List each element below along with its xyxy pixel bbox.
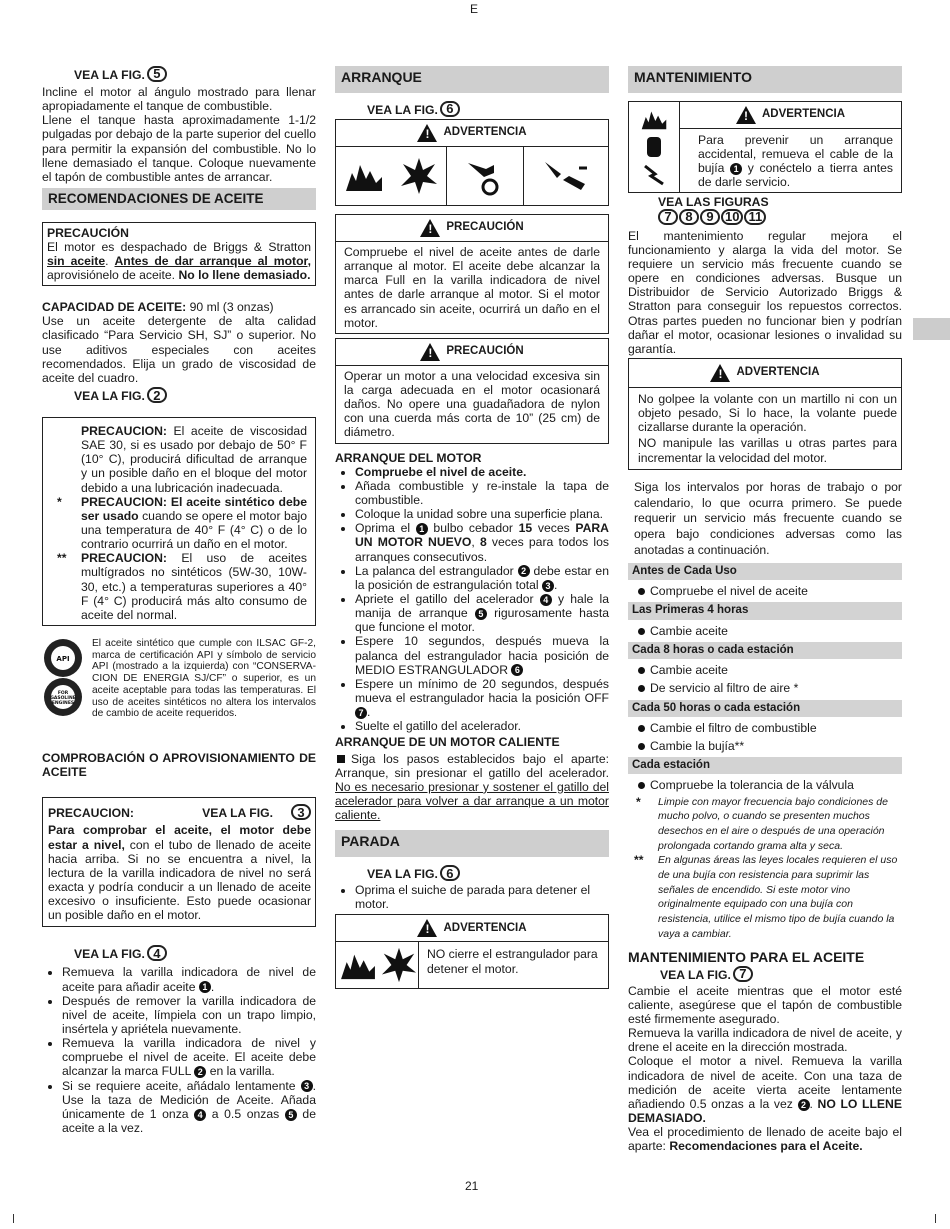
- schedule-item: Cambie aceite: [628, 624, 902, 638]
- fig-number: 10: [721, 209, 743, 225]
- warning-pictograms: [629, 102, 680, 192]
- svg-text:API: API: [56, 655, 70, 664]
- list-item: • Remueva la varilla indicadora de nivel y compruebe el nivel de aceite. El aceite debe alcanzar la marca FULL 2 en la varilla.: [62, 1036, 316, 1078]
- oil-capacity: CAPACIDAD DE ACEITE: 90 ml (3 onzas): [42, 300, 274, 315]
- oil-step-4: Vea el procedimiento de llenado de aceite bajo el aparte: Recomendaciones para el Aceite.: [628, 1125, 902, 1154]
- schedule-header: Antes de Cada Uso: [628, 563, 902, 580]
- start-steps: [335, 465, 609, 734]
- footnote-2: ** En algunas áreas las leyes locales requieren el uso de una bujía con resistencia para suprimir las señales de encendido. Si este motor vino originalmente equipado con una bujía con resistencia, utilice el mismo tipo de bujía cuando la vaya a cambiar.: [634, 853, 898, 940]
- maintenance-text: El mantenimiento regular mejora el funcionamiento y alarga la vida del motor. Se requiere un servicio más frecuente cuando se opere en condiciones adversas. Busque un Distribuidor de Servicio Autorizado Briggs & Stratton para conseguir los repuestos correctos. Otras partes pueden no funcionar bien y podrían dañar el motor, ocasionar lesiones o invalidad su garantía.: [628, 228, 902, 356]
- warning-text: NO manipule las varillas u otras partes para incrementar la velocidad del motor.: [638, 436, 897, 465]
- schedule-item: Cambie aceite: [628, 663, 902, 677]
- hot-start-heading: ARRANQUE DE UN MOTOR CALIENTE: [335, 735, 560, 750]
- api-seal-icon: [42, 638, 84, 718]
- fire-icon: [639, 106, 669, 132]
- list-item: • Oprima el 1 bulbo cebador 15 veces PARA UN MOTOR NUEVO, 8 veces para todos los arranques consecutivos.: [355, 521, 609, 563]
- parada-heading: PARADA: [335, 830, 609, 857]
- caution-text: Para comprobar el aceite, el motor debe estar a nivel, con el tubo de llenado de aceite hacia arriba. Si no se encuentra a nivel, la lectura de la varilla indicadora de nivel no será exacta y podría conducir a un llenado de aceite excesivo o insuficiente. Esto puede ocasionar un posible daño en el motor.: [48, 823, 311, 923]
- oil-step-1: Cambie el aceite mientras que el motor esté caliente, asegúrese que el tapón de combustible esté firmemente asegurado.: [628, 983, 902, 1026]
- fig-number: 9: [700, 209, 720, 225]
- oil-step-3: Coloque el motor a nivel. Remueva la varilla indicadora de nivel de aceite. Con una taza de medición de aceite vierta aceite lentamente añadiendo 0.5 onzas a la vez 2 . NO LO LLENE DEMASIADO.: [628, 1054, 902, 1125]
- caution-text: El motor es despachado de Briggs & Stratton sin aceite. Antes de dar arranque al motor, aprovisiónelo de aceite. No lo llene demasiado.: [47, 239, 311, 283]
- schedule-item: De servicio al filtro de aire *: [628, 681, 902, 695]
- list-item: • Si se requiere aceite, añádalo lentamente 3 . Use la taza de Medición de Aceite. Añada únicamente de 1 onza 4 a 0.5 onzas 5 de aceite a la vez.: [62, 1079, 316, 1136]
- fig-ref: [74, 66, 316, 82]
- caution-text: Operar un motor a una velocidad excesiva sin la carga adecuada en el motor ocasionará daños. No opere una guadañadora de nylon con una cuerda más corta de 10” (25 cm) de diámetro.: [344, 368, 600, 440]
- oil-capacity-text: Use un aceite detergente de alta calidad clasificado “Para Servicio SH, SJ” o superior. No use aditivos especiales con aceites recomendados. Elija un grado de viscosidad de aceite del cuadro.: [42, 314, 316, 385]
- hand-kickback-icon: [464, 155, 506, 197]
- fig-number: 7: [658, 209, 678, 225]
- explosion-icon: [380, 946, 418, 984]
- fire-icon: [342, 159, 386, 193]
- list-item: • Espere 10 segundos, después mueva la palanca del estrangulador hacia posición de MEDIO ESTRANGULADOR 6: [355, 634, 609, 676]
- start-engine-heading: ARRANQUE DEL MOTOR: [335, 450, 482, 465]
- footnote-1: * Limpie con mayor frecuencia bajo condiciones de mucho polvo, o cuando se presenten muchos desechos en el aire o después de una operación prolongada cortando grama alta y seca.: [636, 794, 888, 852]
- viscosity-note-3: ** PRECAUCION: El uso de aceites multígrados no sintéticos (5W-30, 10W-30, etc.) a temperaturas superiores a 40° F (4° C) producirá más alto consumo de aceite del normal.: [57, 551, 307, 622]
- viscosity-caution-box: [42, 417, 316, 626]
- fig-ref: VEA LA FIG. 7: [660, 966, 902, 982]
- warning-pictograms: [336, 147, 608, 205]
- synthetic-oil-text: El aceite sintético que cumple con ILSAC GF-2, marca de certificación API y símbolo de servicio API (mostrado a la izquierda) con “CONSERVA-CION DE ENERGIA SJ/CF” o superior, es un aceite aceptable para todas las temperaturas. El uso de aceites sintéticos no altera los intervalos de cambio de aceite requeridos.: [92, 638, 316, 720]
- fig-ref: VEA LA FIG. 3: [202, 804, 311, 820]
- svg-text:FOR: FOR: [57, 691, 69, 697]
- page-number: 21: [465, 1179, 479, 1193]
- schedule-header: Cada 8 horas o cada estación: [628, 642, 902, 659]
- caution-box-oil: ! PRECAUCIÓN Compruebe el nivel de aceite antes de darle arranque al motor. El aceite debe alcanzar la marca Full en la varilla indicadora de nivel antes de darle arranque al motor. Si el motor es arrancado sin aceite, ocurrirá un daño en el motor.: [335, 214, 609, 334]
- fig-label: VEA LA FIG.: [74, 67, 145, 82]
- hand-icon: [643, 133, 665, 161]
- schedule-header: Las Primeras 4 horas: [628, 602, 902, 619]
- explosion-icon: [399, 156, 439, 196]
- list-item: • La palanca del estrangulador 2 debe estar en la posición de estrangulación total 3 .: [355, 564, 609, 592]
- list-item: • Añada combustible y re-instale la tapa de combustible.: [355, 479, 609, 507]
- fig-number: 11: [744, 209, 766, 225]
- list-item: • Apriete el gatillo del acelerador 4 y hale la manija de arranque 5 rigurosamente hasta que funcione el motor.: [355, 592, 609, 634]
- oil-recommendations-heading: RECOMENDACIONES DE ACEITE: [42, 188, 316, 210]
- fig-number: 8: [679, 209, 699, 225]
- section-tab-marker: [913, 318, 950, 340]
- oil-fill-steps: [42, 965, 316, 1135]
- oil-step-2: Remueva la varilla indicadora de nivel de aceite, y drene el aceite en la dirección mostrada.: [628, 1026, 902, 1055]
- column-middle: [335, 66, 609, 989]
- crop-mark: [13, 1214, 14, 1223]
- warning-text: NO cierre el estrangulador para detener el motor.: [427, 947, 598, 976]
- arranque-heading: ARRANQUE: [335, 66, 609, 93]
- schedule-item: Cambie el filtro de combustible: [628, 721, 902, 735]
- figures-ref-numbers: [658, 209, 902, 225]
- caution-title: PRECAUCIÓN: [47, 225, 129, 240]
- viscosity-note-1: PRECAUCION: El aceite de viscosidad SAE 30, si es usado por debajo de 50° F (10° C), producirá dificultad de arranque y un posible daño en el bloque del motor debido a una lubricación inadecuada.: [81, 424, 307, 495]
- warning-box-fire: [335, 119, 609, 206]
- warning-triangle-icon: !: [417, 124, 437, 142]
- schedule-header: Cada estación: [628, 757, 902, 774]
- list-item: • Suelte el gatillo del acelerador.: [355, 719, 609, 733]
- list-item: • Después de remover la varilla indicadora de nivel de aceite, límpiela con un trapo limpio, insértela y apriétela nuevamente.: [62, 994, 316, 1036]
- warning-text: No golpee la volante con un martillo ni con un objeto pesado, Si lo hace, la volante puede cizallarse durante la operación.: [638, 391, 897, 435]
- schedule-item: Compruebe la tolerancia de la válvula: [628, 778, 902, 792]
- crop-mark: [935, 1214, 936, 1223]
- header-letter: E: [470, 2, 479, 16]
- fig-ref: VEA LA FIG. 6: [367, 101, 609, 117]
- hand-icon-cell: [447, 147, 524, 205]
- schedule-item: Compruebe el nivel de aceite: [628, 584, 902, 598]
- caution-title: PRECAUCION:: [48, 806, 134, 821]
- warning-triangle-icon: !: [736, 106, 756, 124]
- fig-ref: VEA LA FIG. 4: [74, 945, 316, 961]
- fire-explosion-icons: [336, 942, 419, 988]
- stop-steps: [335, 883, 609, 911]
- list-item: • Compruebe el nivel de aceite.: [355, 465, 609, 479]
- caution-box: [42, 222, 316, 287]
- svg-text:ENGINES: ENGINES: [51, 701, 75, 707]
- svg-text:GASOLINE: GASOLINE: [50, 696, 76, 702]
- fire-icon: [336, 949, 380, 981]
- square-bullet-icon: [337, 755, 345, 763]
- shock-icon: [641, 162, 667, 188]
- fig-number: 5: [147, 66, 167, 82]
- warning-box-stop: ! ADVERTENCIA NO cierre el estrangulador para detener el motor.: [335, 914, 609, 989]
- maintenance-heading: MANTENIMIENTO: [628, 66, 902, 93]
- intervals-text: Siga los intervalos por horas de trabajo o por calendario, lo que ocurra primero. Se puede requerir un servicio más frecuente cuando se opera bajo condiciones adversas como las anotadas a continuación.: [634, 479, 902, 558]
- column-left: [42, 66, 316, 1135]
- warning-triangle-icon: !: [710, 364, 730, 382]
- fig-ref: VEA LA FIG. 6: [367, 865, 609, 881]
- schedule-item: Cambie la bujía**: [628, 739, 902, 753]
- list-item: • Espere un mínimo de 20 segundos, después mueva el estrangulador hacia la posición OFF 7 .: [355, 677, 609, 719]
- schedule-header: Cada 50 horas o cada estación: [628, 700, 902, 717]
- warning-triangle-icon: !: [420, 219, 440, 237]
- hand-pull-icon: [541, 156, 591, 196]
- figures-ref-label: VEA LAS FIGURAS: [658, 194, 769, 209]
- fire-explosion-icons: [336, 147, 447, 205]
- synthetic-oil-note: [42, 638, 316, 721]
- warning-bar: ! ADVERTENCIA: [336, 120, 608, 147]
- column-right: [628, 66, 902, 1153]
- caution-box-speed: ! PRECAUCIÓN Operar un motor a una velocidad excesiva sin la carga adecuada en el motor ocasionará daños. No opere una guadañadora de nylon con una cuerda más corta de 10” (25 cm) de diámetro.: [335, 338, 609, 444]
- fuel-intro: Incline el motor al ángulo mostrado para llenar apropiadamente el tanque de combustible.: [42, 85, 316, 114]
- list-item: • Oprima el suiche de parada para detener el motor.: [355, 883, 609, 911]
- list-item: • Remueva la varilla indicadora de nivel de aceite para añadir aceite 1 .: [62, 965, 316, 993]
- flywheel-warning-box: ! ADVERTENCIA No golpee la volante con un martillo ni con un objeto pesado, Si lo hace, la volante puede cizallarse durante la operación. NO manipule las varillas u otras partes para incrementar la velocidad del motor.: [628, 358, 902, 470]
- caution-text: Compruebe el nivel de aceite antes de darle arranque al motor. El aceite debe alcanzar la marca Full en la varilla indicadora de nivel antes de darle arranque al motor. Si el motor es arrancado sin aceite, ocurrirá un daño en el motor.: [344, 245, 600, 330]
- list-item: • Coloque la unidad sobre una superficie plana.: [355, 507, 609, 521]
- check-oil-caution-box: [42, 797, 316, 927]
- fig-ref: VEA LA FIG. 2: [74, 387, 316, 403]
- check-oil-heading: COMPROBACIÓN O APROVISIONAMIENTO DE ACEITE: [42, 751, 316, 780]
- fuel-instructions: Llene el tanque hasta aproximadamente 1-1/2 pulgadas por debajo de la parte superior del cuello para permitir la expansión del combustible. No lo llene demasiado el tanque. Coloque nuevamente el tapón de combustible antes de arrancar.: [42, 113, 316, 184]
- viscosity-note-2: * PRECAUCION: El aceite sintético debe ser usado cuando se opere el motor bajo una temperatura de 40° F (4° C) o de lo contrario ocurrirá un daño en el motor.: [57, 494, 307, 552]
- oil-maintenance-heading: MANTENIMIENTO PARA EL ACEITE: [628, 949, 865, 966]
- warning-text: Para prevenir un arranque accidental, remueva el cable de la bujía 1 y conéctelo a tierra antes de darle servicio.: [698, 133, 893, 190]
- maintenance-schedule: [628, 563, 902, 793]
- api-seals: [42, 638, 86, 721]
- maintenance-warning-box: ! ADVERTENCIA Para prevenir un arranque accidental, remueva el cable de la bujía 1 y conéctelo a tierra antes de darle servicio.: [628, 101, 902, 193]
- hand-pull-icon-cell: [524, 147, 608, 205]
- warning-triangle-icon: !: [420, 343, 440, 361]
- hot-start-text: Siga los pasos establecidos bajo el aparte: Arranque, sin presionar el gatillo del acelerador. No es necesario presionar y sostener el gatillo del acelerador para volver a dar arranque a un motor caliente.: [335, 751, 609, 823]
- warning-triangle-icon: !: [417, 919, 437, 937]
